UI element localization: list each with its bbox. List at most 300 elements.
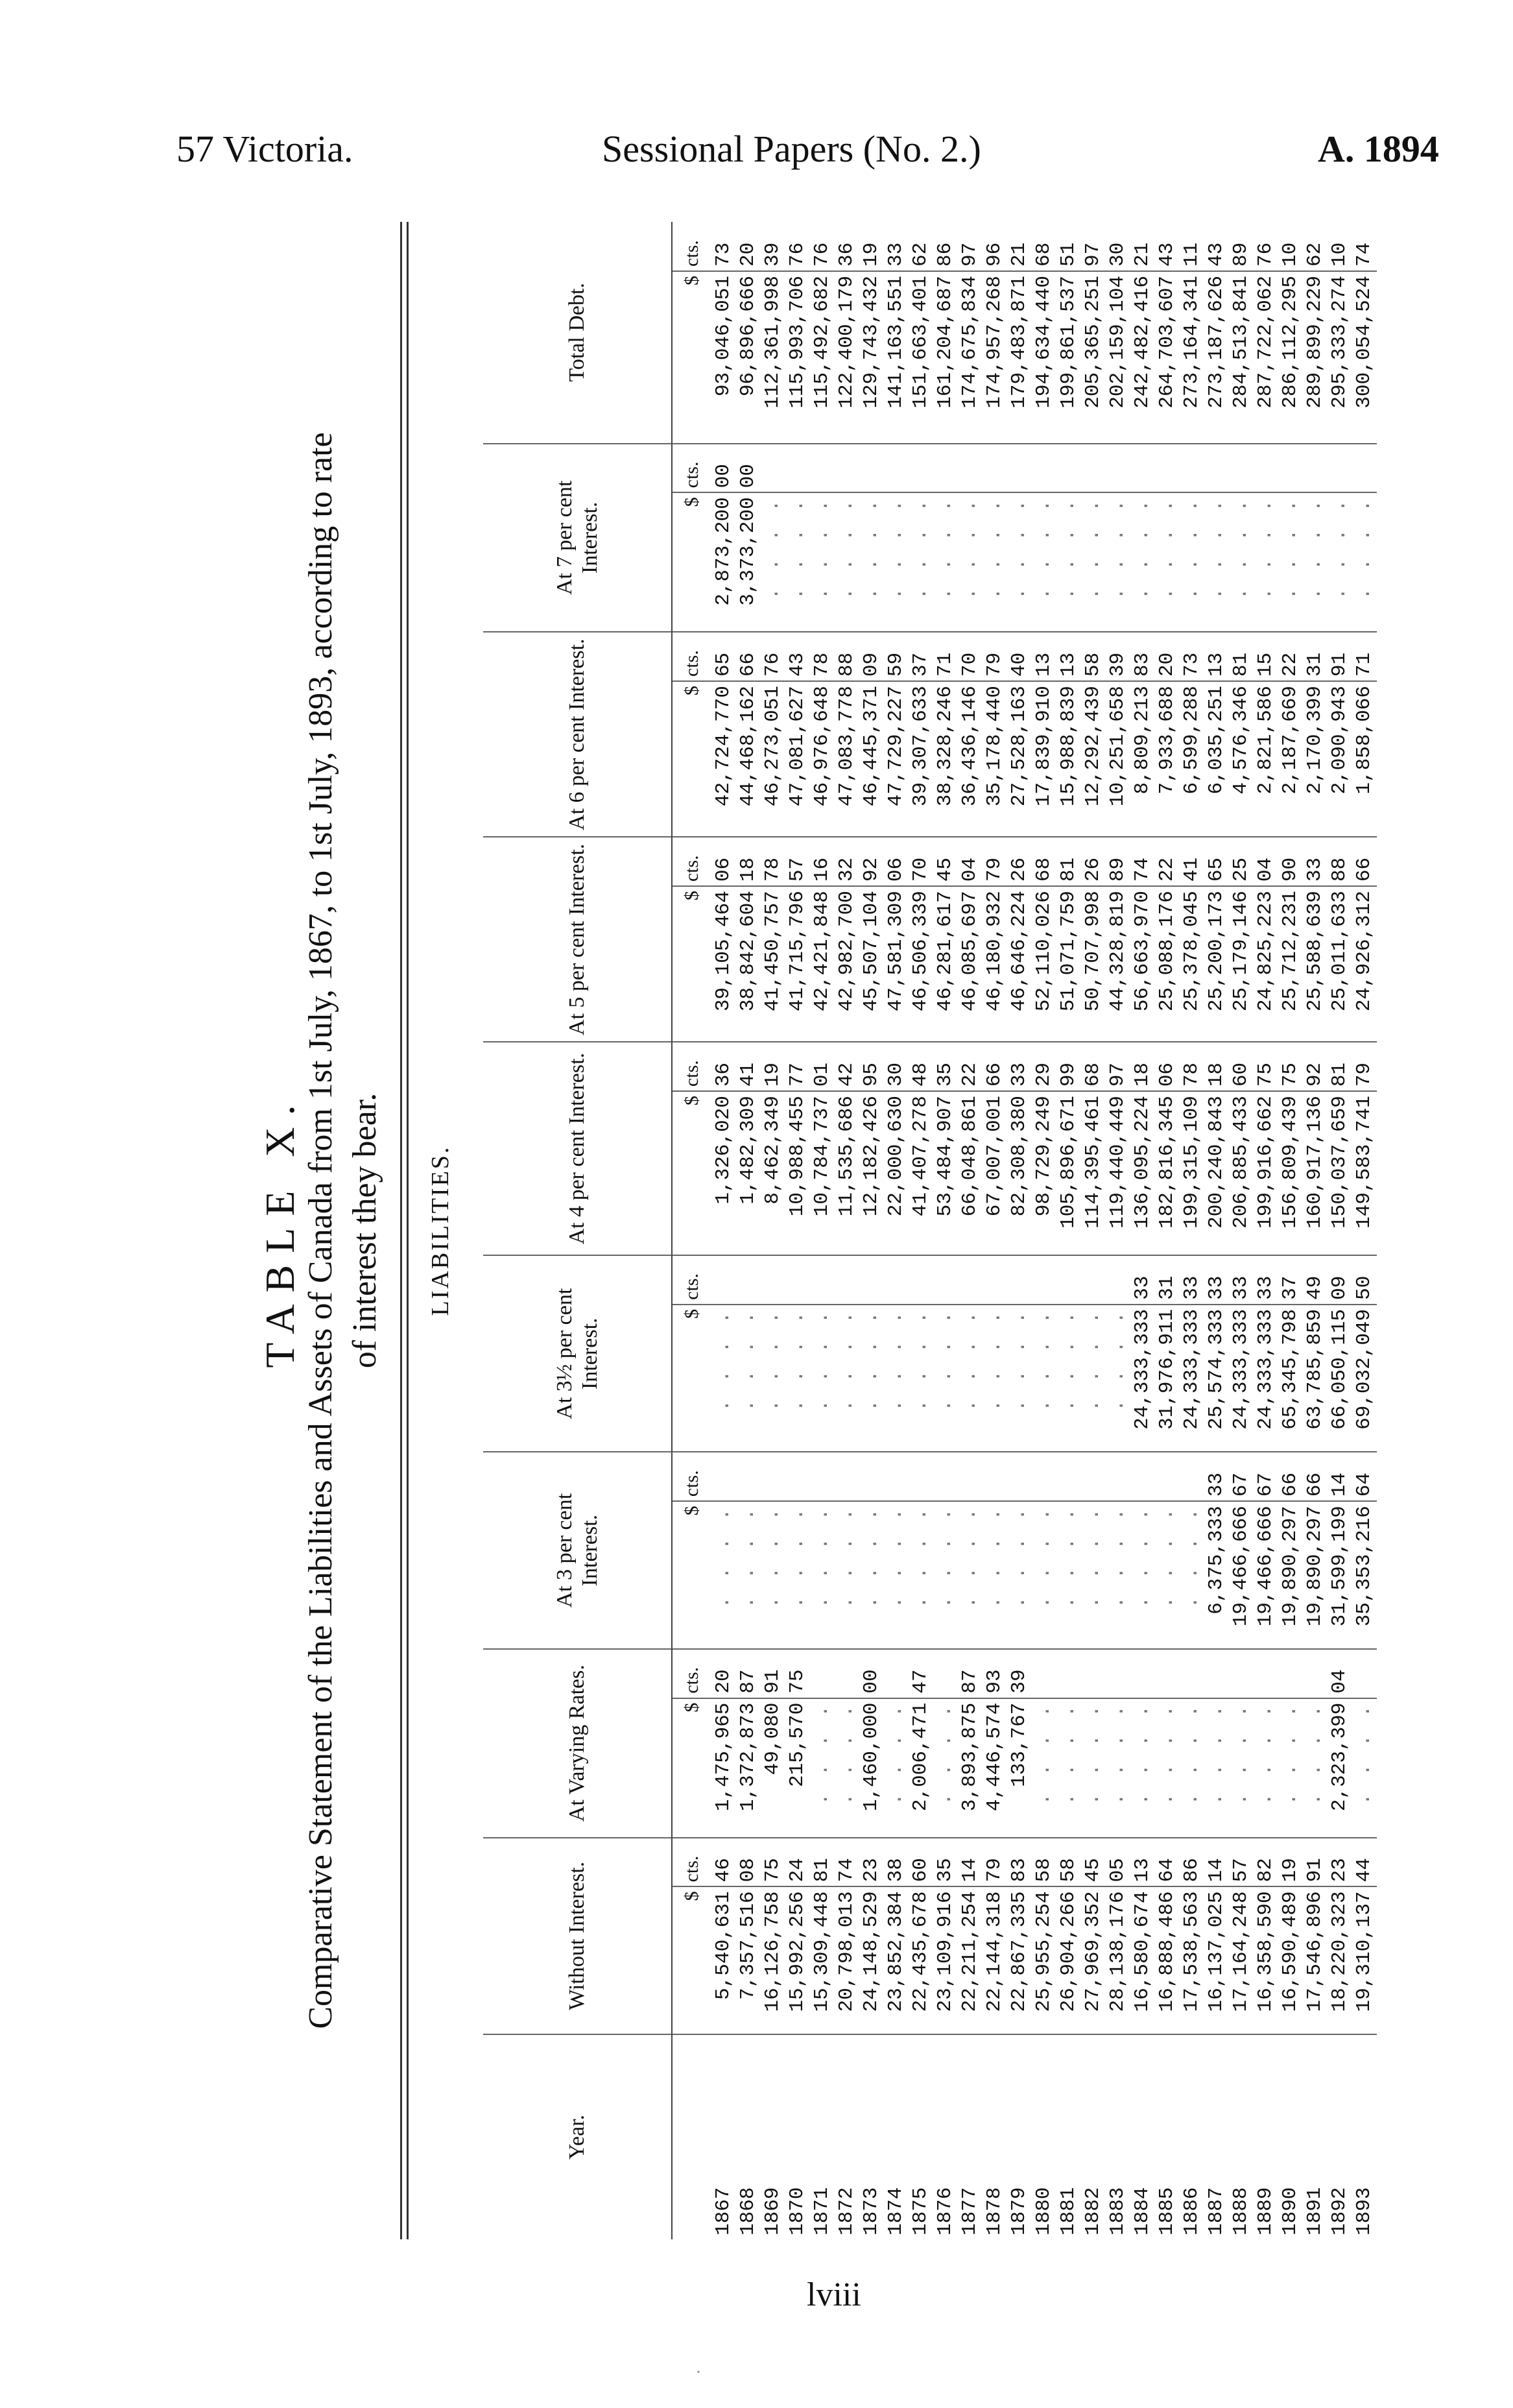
varying-cents-cell bbox=[1204, 1649, 1229, 1698]
p35-dollars-cell: . . . . bbox=[983, 1305, 1007, 1452]
p4-cents-cell: 18 bbox=[1204, 1042, 1229, 1091]
p35-cents-cell: 33 bbox=[1180, 1255, 1204, 1305]
p3-dollars-cell: . . . . bbox=[1081, 1501, 1106, 1649]
total-dollars-cell: 286,112,295 bbox=[1278, 271, 1303, 443]
p3-cents-cell: 67 bbox=[1254, 1452, 1278, 1501]
p6-cents-cell: 78 bbox=[810, 632, 835, 681]
p4-cents-cell: 68 bbox=[1081, 1042, 1106, 1091]
page-speck: · bbox=[695, 2361, 702, 2383]
total-dollars-cell: 151,663,401 bbox=[909, 271, 933, 443]
p7-cents-cell bbox=[1081, 444, 1106, 493]
p4-cents-cell: 01 bbox=[810, 1042, 835, 1091]
table-row bbox=[933, 222, 958, 2239]
p35-cents-cell: 33 bbox=[1130, 1255, 1155, 1305]
p3-dollars-cell: . . . . bbox=[1106, 1501, 1130, 1649]
p6-dollars-cell: 4,576,346 bbox=[1229, 681, 1254, 837]
without-dollars-cell: 22,435,678 bbox=[909, 1886, 933, 2034]
p4-dollars-cell: 12,182,426 bbox=[859, 1091, 884, 1255]
p7-dollars-cell: . . . . bbox=[785, 492, 810, 632]
total-cents-cell: 74 bbox=[1352, 222, 1377, 271]
p5-dollars-cell: 51,071,759 bbox=[1056, 886, 1081, 1042]
table-row bbox=[1155, 222, 1180, 2239]
p6-dollars-cell: 46,976,648 bbox=[810, 681, 835, 837]
table-row bbox=[1204, 222, 1229, 2239]
total-dollars-cell: 174,675,834 bbox=[958, 271, 983, 443]
without-dollars-cell: 19,310,137 bbox=[1352, 1886, 1377, 2034]
without-cents-cell: 23 bbox=[859, 1838, 884, 1887]
year-cell: 1879 bbox=[1008, 2187, 1031, 2235]
p7-cents-cell bbox=[884, 444, 909, 493]
varying-cents-cell: 93 bbox=[983, 1649, 1007, 1698]
table-row bbox=[1229, 222, 1254, 2239]
total-dollars-cell: 93,046,051 bbox=[711, 271, 736, 443]
p4-dollars-cell: 156,809,439 bbox=[1278, 1091, 1303, 1255]
table-row bbox=[1254, 222, 1278, 2239]
without-dollars-cell: 22,144,318 bbox=[983, 1886, 1007, 2034]
p6-dollars-cell: 39,307,633 bbox=[909, 681, 933, 837]
p3-cents-cell bbox=[933, 1452, 958, 1501]
p6-dollars-cell: 27,528,163 bbox=[1007, 681, 1032, 837]
p3-cents-cell bbox=[810, 1452, 835, 1501]
without-dollars-cell: 20,798,013 bbox=[835, 1886, 859, 2034]
total-cents-cell: 89 bbox=[1229, 222, 1254, 271]
p35-dollars-cell: . . . . bbox=[1007, 1305, 1032, 1452]
p4-dollars-cell: 82,308,380 bbox=[1007, 1091, 1032, 1255]
p5-cents-cell: 25 bbox=[1229, 837, 1254, 886]
year-cell: 1890 bbox=[1279, 2187, 1302, 2235]
total-cents-cell: 43 bbox=[1204, 222, 1229, 271]
without-cents-cell: 13 bbox=[1130, 1838, 1155, 1887]
p6-dollars-cell: 38,328,246 bbox=[933, 681, 958, 837]
year-cell: 1875 bbox=[909, 2187, 932, 2235]
p6-cents-cell: 43 bbox=[785, 632, 810, 681]
p5-cents-cell: 06 bbox=[711, 837, 736, 886]
p6-dollars-cell: 47,083,778 bbox=[835, 681, 859, 837]
p4-dollars-cell: 10,784,737 bbox=[810, 1091, 835, 1255]
p35-dollars-cell: 24,333,333 bbox=[1130, 1305, 1155, 1452]
p3-dollars-cell: . . . . bbox=[785, 1501, 810, 1649]
p5-dollars-cell: 25,200,173 bbox=[1204, 886, 1229, 1042]
without-cents-cell: 35 bbox=[933, 1838, 958, 1887]
p4-dollars-cell: 182,816,345 bbox=[1155, 1091, 1180, 1255]
unit-dollar: $ bbox=[672, 492, 711, 632]
p5-cents-cell: 22 bbox=[1155, 837, 1180, 886]
p35-dollars-cell: 24,333,333 bbox=[1254, 1305, 1278, 1452]
p3-dollars-cell: . . . . bbox=[1056, 1501, 1081, 1649]
p3-dollars-cell: . . . . bbox=[958, 1501, 983, 1649]
p7-dollars-cell: . . . . bbox=[909, 492, 933, 632]
p7-cents-cell bbox=[1278, 444, 1303, 493]
p6-dollars-cell: 12,292,439 bbox=[1081, 681, 1106, 837]
double-rule-top bbox=[400, 222, 402, 2239]
p5-dollars-cell: 25,712,231 bbox=[1278, 886, 1303, 1042]
varying-dollars-cell: . . . . bbox=[884, 1698, 909, 1838]
p3-dollars-cell: . . . . bbox=[835, 1501, 859, 1649]
p4-cents-cell: 22 bbox=[958, 1042, 983, 1091]
p35-dollars-cell: . . . . bbox=[909, 1305, 933, 1452]
p4-dollars-cell: 10,988,455 bbox=[785, 1091, 810, 1255]
p7-dollars-cell: . . . . bbox=[983, 492, 1007, 632]
p7-dollars-cell: . . . . bbox=[1254, 492, 1278, 632]
year-cell: 1867 bbox=[712, 2187, 735, 2235]
p7-cents-cell bbox=[983, 444, 1007, 493]
p7-dollars-cell: . . . . bbox=[1303, 492, 1328, 632]
year-cell: 1887 bbox=[1205, 2187, 1228, 2235]
p35-dollars-cell: . . . . bbox=[1032, 1305, 1056, 1452]
year-cell: 1885 bbox=[1156, 2187, 1178, 2235]
total-dollars-cell: 115,492,682 bbox=[810, 271, 835, 443]
p4-cents-cell: 30 bbox=[884, 1042, 909, 1091]
p5-dollars-cell: 25,179,146 bbox=[1229, 886, 1254, 1042]
p6-cents-cell: 70 bbox=[958, 632, 983, 681]
total-cents-cell: 97 bbox=[1081, 222, 1106, 271]
p5-dollars-cell: 46,506,339 bbox=[909, 886, 933, 1042]
p7-cents-cell bbox=[1056, 444, 1081, 493]
total-dollars-cell: 273,187,626 bbox=[1204, 271, 1229, 443]
col-4-percent: At 4 per cent Interest. bbox=[483, 1042, 672, 1255]
unit-dollar: $ bbox=[672, 1305, 711, 1452]
without-dollars-cell: 28,138,176 bbox=[1106, 1886, 1130, 2034]
p6-cents-cell: 83 bbox=[1130, 632, 1155, 681]
year-cell: 1870 bbox=[786, 2187, 809, 2235]
p6-cents-cell: 65 bbox=[711, 632, 736, 681]
p5-dollars-cell: 46,085,697 bbox=[958, 886, 983, 1042]
p5-dollars-cell: 25,011,633 bbox=[1328, 886, 1352, 1042]
varying-dollars-cell: 3,893,875 bbox=[958, 1698, 983, 1838]
varying-cents-cell bbox=[1254, 1649, 1278, 1698]
p35-dollars-cell: 31,976,911 bbox=[1155, 1305, 1180, 1452]
p7-cents-cell bbox=[810, 444, 835, 493]
p5-cents-cell: 57 bbox=[785, 837, 810, 886]
p7-dollars-cell: . . . . bbox=[1032, 492, 1056, 632]
unit-dollar: $ bbox=[672, 1501, 711, 1649]
p6-dollars-cell: 8,809,213 bbox=[1130, 681, 1155, 837]
p4-dollars-cell: 66,048,861 bbox=[958, 1091, 983, 1255]
p6-cents-cell: 76 bbox=[761, 632, 785, 681]
varying-cents-cell: 00 bbox=[859, 1649, 884, 1698]
p5-dollars-cell: 56,663,970 bbox=[1130, 886, 1155, 1042]
p35-cents-cell bbox=[761, 1255, 785, 1305]
p4-cents-cell: 99 bbox=[1056, 1042, 1081, 1091]
header-left: 57 Victoria. bbox=[176, 128, 353, 170]
total-dollars-cell: 202,159,104 bbox=[1106, 271, 1130, 443]
p6-cents-cell: 88 bbox=[835, 632, 859, 681]
p35-cents-cell bbox=[958, 1255, 983, 1305]
varying-dollars-cell: 215,570 bbox=[785, 1698, 810, 1838]
p5-dollars-cell: 25,378,045 bbox=[1180, 886, 1204, 1042]
total-dollars-cell: 96,896,666 bbox=[736, 271, 761, 443]
p6-dollars-cell: 1,858,066 bbox=[1352, 681, 1377, 837]
p6-dollars-cell: 2,090,943 bbox=[1328, 681, 1352, 837]
p5-cents-cell: 66 bbox=[1352, 837, 1377, 886]
year-cell: 1868 bbox=[737, 2187, 759, 2235]
total-cents-cell: 73 bbox=[711, 222, 736, 271]
table-row bbox=[884, 222, 909, 2239]
table-row bbox=[711, 222, 736, 2239]
p4-cents-cell: 92 bbox=[1303, 1042, 1328, 1091]
p5-dollars-cell: 39,105,464 bbox=[711, 886, 736, 1042]
p5-dollars-cell: 41,715,796 bbox=[785, 886, 810, 1042]
year-cell: 1873 bbox=[860, 2187, 883, 2235]
total-dollars-cell: 129,743,432 bbox=[859, 271, 884, 443]
total-cents-cell: 96 bbox=[983, 222, 1007, 271]
p6-cents-cell: 40 bbox=[1007, 632, 1032, 681]
year-cell: 1892 bbox=[1328, 2187, 1351, 2235]
p3-dollars-cell: 19,466,666 bbox=[1254, 1501, 1278, 1649]
p7-cents-cell bbox=[909, 444, 933, 493]
total-cents-cell: 11 bbox=[1180, 222, 1204, 271]
year-cell: 1871 bbox=[811, 2187, 833, 2235]
p4-dollars-cell: 199,916,662 bbox=[1254, 1091, 1278, 1255]
p4-cents-cell: 41 bbox=[736, 1042, 761, 1091]
varying-dollars-cell: . . . . bbox=[1254, 1698, 1278, 1838]
p4-cents-cell: 75 bbox=[1278, 1042, 1303, 1091]
p35-dollars-cell: 24,333,333 bbox=[1180, 1305, 1204, 1452]
p4-cents-cell: 97 bbox=[1106, 1042, 1130, 1091]
total-dollars-cell: 112,361,998 bbox=[761, 271, 785, 443]
p7-dollars-cell: . . . . bbox=[933, 492, 958, 632]
p6-cents-cell: 13 bbox=[1056, 632, 1081, 681]
p3-cents-cell bbox=[785, 1452, 810, 1501]
year-cell: 1874 bbox=[885, 2187, 907, 2235]
p7-dollars-cell: . . . . bbox=[810, 492, 835, 632]
p6-dollars-cell: 36,436,146 bbox=[958, 681, 983, 837]
total-cents-cell: 21 bbox=[1007, 222, 1032, 271]
p6-dollars-cell: 2,187,669 bbox=[1278, 681, 1303, 837]
p6-dollars-cell: 10,251,658 bbox=[1106, 681, 1130, 837]
p3-cents-cell bbox=[1130, 1452, 1155, 1501]
p4-cents-cell: 33 bbox=[1007, 1042, 1032, 1091]
p35-cents-cell bbox=[884, 1255, 909, 1305]
p6-cents-cell: 20 bbox=[1155, 632, 1180, 681]
col-total-debt: Total Debt. bbox=[483, 222, 672, 444]
total-dollars-cell: 194,634,440 bbox=[1032, 271, 1056, 443]
unit-cents: cts. bbox=[672, 1649, 711, 1698]
varying-dollars-cell: 1,372,873 bbox=[736, 1698, 761, 1838]
without-dollars-cell: 5,540,631 bbox=[711, 1886, 736, 2034]
without-dollars-cell: 7,357,516 bbox=[736, 1886, 761, 2034]
p5-cents-cell: 26 bbox=[1081, 837, 1106, 886]
without-cents-cell: 83 bbox=[1007, 1838, 1032, 1887]
p3-cents-cell: 66 bbox=[1278, 1452, 1303, 1501]
p6-dollars-cell: 46,273,051 bbox=[761, 681, 785, 837]
p3-cents-cell bbox=[1081, 1452, 1106, 1501]
total-dollars-cell: 264,703,607 bbox=[1155, 271, 1180, 443]
p35-cents-cell: 49 bbox=[1303, 1255, 1328, 1305]
without-cents-cell: 75 bbox=[761, 1838, 785, 1887]
p3-dollars-cell: 19,890,297 bbox=[1278, 1501, 1303, 1649]
header-right: A. 1894 bbox=[1318, 128, 1439, 170]
varying-cents-cell: 47 bbox=[909, 1649, 933, 1698]
p35-dollars-cell: 65,345,798 bbox=[1278, 1305, 1303, 1452]
without-cents-cell: 74 bbox=[835, 1838, 859, 1887]
p4-dollars-cell: 1,326,020 bbox=[711, 1091, 736, 1255]
p5-dollars-cell: 46,281,617 bbox=[933, 886, 958, 1042]
year-cell: 1891 bbox=[1304, 2187, 1326, 2235]
table-row bbox=[1328, 222, 1352, 2239]
p5-dollars-cell: 46,180,932 bbox=[983, 886, 1007, 1042]
units-year-cell bbox=[672, 2034, 711, 2239]
varying-cents-cell bbox=[1229, 1649, 1254, 1698]
varying-cents-cell bbox=[1155, 1649, 1180, 1698]
p7-dollars-cell: . . . . bbox=[1106, 492, 1130, 632]
varying-cents-cell bbox=[810, 1649, 835, 1698]
total-cents-cell: 62 bbox=[1303, 222, 1328, 271]
p5-dollars-cell: 38,842,604 bbox=[736, 886, 761, 1042]
p7-dollars-cell: . . . . bbox=[1007, 492, 1032, 632]
p5-cents-cell: 88 bbox=[1328, 837, 1352, 886]
p7-cents-cell bbox=[1204, 444, 1229, 493]
p4-dollars-cell: 160,917,136 bbox=[1303, 1091, 1328, 1255]
table-row bbox=[1180, 222, 1204, 2239]
p5-cents-cell: 04 bbox=[1254, 837, 1278, 886]
p5-dollars-cell: 24,825,223 bbox=[1254, 886, 1278, 1042]
varying-dollars-cell: . . . . bbox=[1303, 1698, 1328, 1838]
varying-dollars-cell: 1,475,965 bbox=[711, 1698, 736, 1838]
p35-dollars-cell: . . . . bbox=[1081, 1305, 1106, 1452]
table-row bbox=[1303, 222, 1328, 2239]
p3-cents-cell bbox=[1180, 1452, 1204, 1501]
p7-cents-cell bbox=[835, 444, 859, 493]
p7-cents-cell bbox=[933, 444, 958, 493]
p3-cents-cell: 67 bbox=[1229, 1452, 1254, 1501]
unit-cents: cts. bbox=[672, 444, 711, 493]
total-cents-cell: 76 bbox=[1254, 222, 1278, 271]
total-dollars-cell: 287,722,062 bbox=[1254, 271, 1278, 443]
p5-cents-cell: 18 bbox=[736, 837, 761, 886]
total-cents-cell: 36 bbox=[835, 222, 859, 271]
unit-dollar: $ bbox=[672, 886, 711, 1042]
without-cents-cell: 60 bbox=[909, 1838, 933, 1887]
p6-dollars-cell: 47,729,227 bbox=[884, 681, 909, 837]
varying-dollars-cell: . . . . bbox=[1056, 1698, 1081, 1838]
p3-dollars-cell: . . . . bbox=[909, 1501, 933, 1649]
without-dollars-cell: 26,904,266 bbox=[1056, 1886, 1081, 2034]
without-dollars-cell: 22,867,335 bbox=[1007, 1886, 1032, 2034]
without-cents-cell: 58 bbox=[1032, 1838, 1056, 1887]
p6-cents-cell: 73 bbox=[1180, 632, 1204, 681]
p35-cents-cell bbox=[785, 1255, 810, 1305]
without-cents-cell: 46 bbox=[711, 1838, 736, 1887]
table-row bbox=[785, 222, 810, 2239]
total-cents-cell: 20 bbox=[736, 222, 761, 271]
p35-dollars-cell: . . . . bbox=[859, 1305, 884, 1452]
p35-cents-cell: 09 bbox=[1328, 1255, 1352, 1305]
without-dollars-cell: 16,888,486 bbox=[1155, 1886, 1180, 2034]
p7-dollars-cell: . . . . bbox=[761, 492, 785, 632]
p35-cents-cell bbox=[810, 1255, 835, 1305]
year-cell: 1876 bbox=[934, 2187, 957, 2235]
col-without-interest: Without Interest. bbox=[483, 1838, 672, 2034]
total-cents-cell: 86 bbox=[933, 222, 958, 271]
without-cents-cell: 14 bbox=[958, 1838, 983, 1887]
year-cell: 1882 bbox=[1082, 2187, 1104, 2235]
p35-dollars-cell: . . . . bbox=[761, 1305, 785, 1452]
without-cents-cell: 64 bbox=[1155, 1838, 1180, 1887]
p5-dollars-cell: 44,328,819 bbox=[1106, 886, 1130, 1042]
table-title: TABLE X. bbox=[257, 1093, 303, 1368]
col-varying-rates: At Varying Rates. bbox=[483, 1649, 672, 1838]
p4-cents-cell: 42 bbox=[835, 1042, 859, 1091]
year-cell: 1872 bbox=[835, 2187, 858, 2235]
year-cell: 1881 bbox=[1057, 2187, 1080, 2235]
varying-dollars-cell: . . . . bbox=[1032, 1698, 1056, 1838]
p5-dollars-cell: 25,088,176 bbox=[1155, 886, 1180, 1042]
without-dollars-cell: 16,358,590 bbox=[1254, 1886, 1278, 2034]
col-6-percent: At 6 per cent Interest. bbox=[483, 632, 672, 837]
year-cell: 1883 bbox=[1106, 2187, 1129, 2235]
p3-cents-cell bbox=[736, 1452, 761, 1501]
p35-dollars-cell: 66,050,115 bbox=[1328, 1305, 1352, 1452]
p5-cents-cell: 04 bbox=[958, 837, 983, 886]
p7-dollars-cell: . . . . bbox=[1204, 492, 1229, 632]
p6-cents-cell: 09 bbox=[859, 632, 884, 681]
p3-cents-cell bbox=[909, 1452, 933, 1501]
double-rule-top-2 bbox=[407, 222, 409, 2239]
year-cell: 1886 bbox=[1180, 2187, 1203, 2235]
table-row bbox=[761, 222, 785, 2239]
p35-dollars-cell: . . . . bbox=[958, 1305, 983, 1452]
without-dollars-cell: 24,148,529 bbox=[859, 1886, 884, 2034]
without-cents-cell: 57 bbox=[1229, 1838, 1254, 1887]
unit-cents: cts. bbox=[672, 1838, 711, 1887]
varying-cents-cell: 87 bbox=[958, 1649, 983, 1698]
p6-cents-cell: 81 bbox=[1229, 632, 1254, 681]
p4-cents-cell: 75 bbox=[1254, 1042, 1278, 1091]
p5-cents-cell: 26 bbox=[1007, 837, 1032, 886]
unit-cents: cts. bbox=[672, 1042, 711, 1091]
p5-dollars-cell: 50,707,998 bbox=[1081, 886, 1106, 1042]
p3-cents-cell bbox=[1056, 1452, 1081, 1501]
varying-dollars-cell: . . . . bbox=[1106, 1698, 1130, 1838]
p4-dollars-cell: 98,729,249 bbox=[1032, 1091, 1056, 1255]
unit-dollar: $ bbox=[672, 1091, 711, 1255]
p5-cents-cell: 74 bbox=[1130, 837, 1155, 886]
p5-dollars-cell: 24,926,312 bbox=[1352, 886, 1377, 1042]
table-row bbox=[835, 222, 859, 2239]
p35-cents-cell bbox=[1081, 1255, 1106, 1305]
p3-dollars-cell: . . . . bbox=[1180, 1501, 1204, 1649]
p5-cents-cell: 68 bbox=[1032, 837, 1056, 886]
unit-cents: cts. bbox=[672, 1255, 711, 1305]
table-row bbox=[1106, 222, 1130, 2239]
p35-cents-cell bbox=[1106, 1255, 1130, 1305]
without-dollars-cell: 23,852,384 bbox=[884, 1886, 909, 2034]
p35-dollars-cell: . . . . bbox=[810, 1305, 835, 1452]
table-row bbox=[983, 222, 1007, 2239]
without-cents-cell: 14 bbox=[1204, 1838, 1229, 1887]
p5-cents-cell: 41 bbox=[1180, 837, 1204, 886]
varying-cents-cell bbox=[1056, 1649, 1081, 1698]
p4-dollars-cell: 105,896,671 bbox=[1056, 1091, 1081, 1255]
p4-cents-cell: 81 bbox=[1328, 1042, 1352, 1091]
p4-dollars-cell: 53,484,907 bbox=[933, 1091, 958, 1255]
varying-dollars-cell: . . . . bbox=[1229, 1698, 1254, 1838]
total-cents-cell: 43 bbox=[1155, 222, 1180, 271]
p6-cents-cell: 37 bbox=[909, 632, 933, 681]
p5-cents-cell: 90 bbox=[1278, 837, 1303, 886]
p35-cents-cell: 33 bbox=[1204, 1255, 1229, 1305]
without-dollars-cell: 15,992,256 bbox=[785, 1886, 810, 2034]
p35-dollars-cell: 24,333,333 bbox=[1229, 1305, 1254, 1452]
p35-cents-cell bbox=[1007, 1255, 1032, 1305]
without-cents-cell: 58 bbox=[1056, 1838, 1081, 1887]
p4-dollars-cell: 136,095,224 bbox=[1130, 1091, 1155, 1255]
unit-dollar: $ bbox=[672, 1886, 711, 2034]
without-dollars-cell: 16,137,025 bbox=[1204, 1886, 1229, 2034]
without-dollars-cell: 16,590,489 bbox=[1278, 1886, 1303, 2034]
varying-dollars-cell: 133,767 bbox=[1007, 1698, 1032, 1838]
